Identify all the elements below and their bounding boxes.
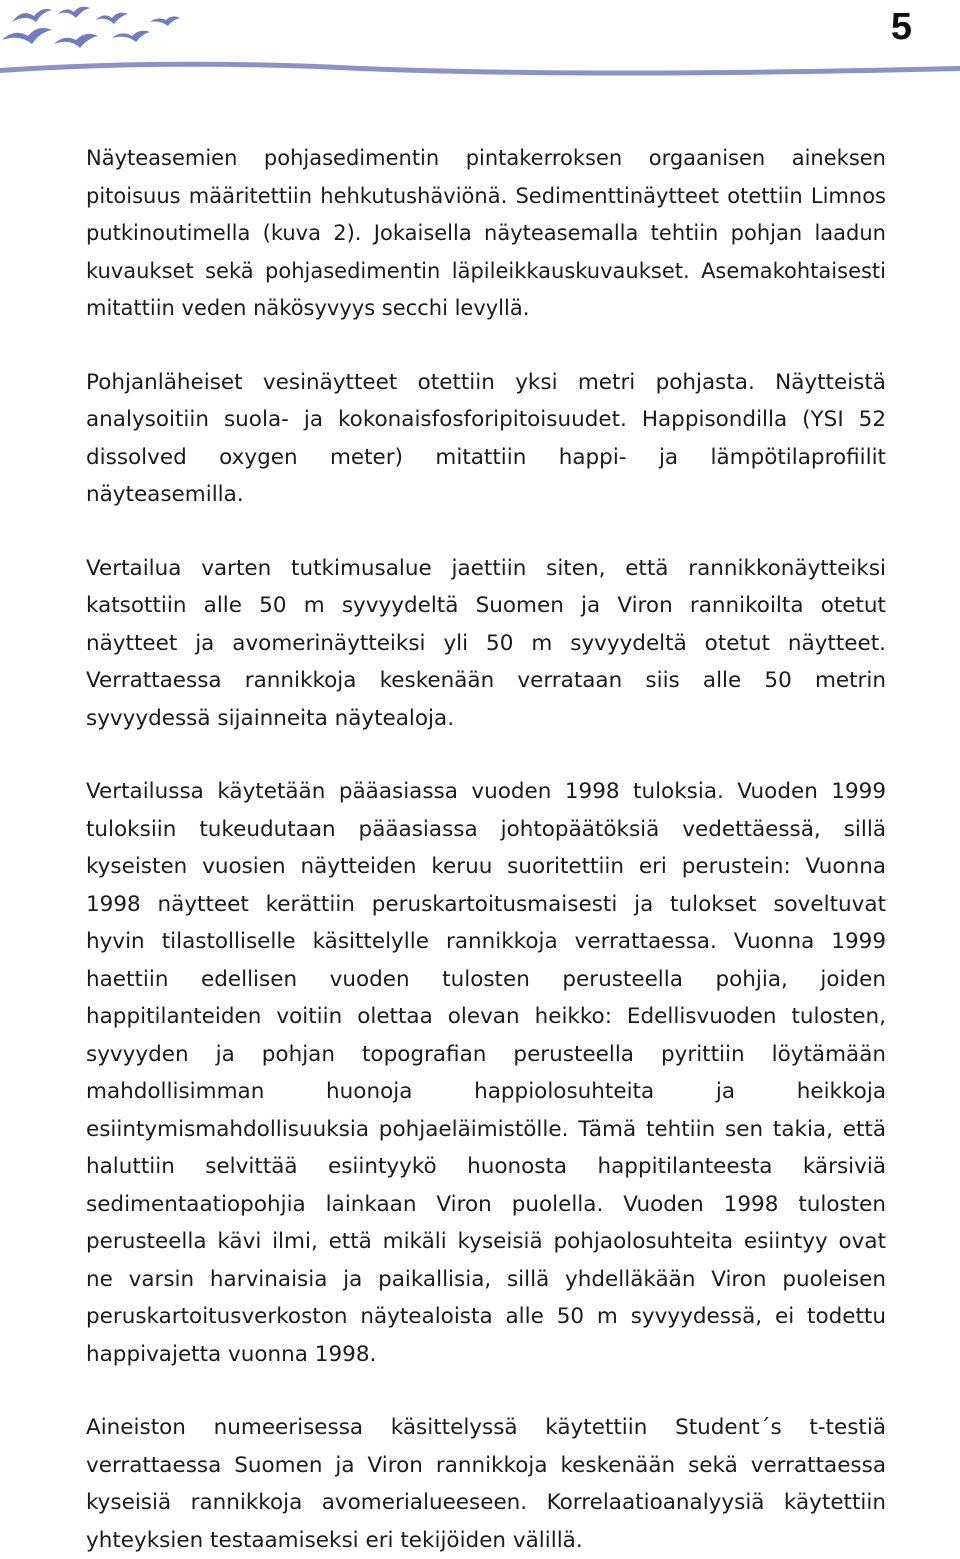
paragraph-water-samples: Pohjanläheiset vesinäytteet otettiin yksi metri pohjasta. Näytteistä analysoitiin suola- ja kokonaisfosforipitoisuudet. Happisondilla (YSI 52 dissolved oxygen meter) mitattiin happi- ja lämpötilaprofiilit näyteasemilla. [86,369,886,507]
paragraph-sampling: Näyteasemien pohjasedimentin pintakerroksen orgaanisen aineksen pitoisuus määritettiin hehkutushäviönä. Sedimenttinäytteet otettiin Limnos putkinoutimella (kuva 2). Jokaisella näyteasemalla tehtiin pohjan laadun kuvaukset sekä pohjasedimentin läpileikkauskuvaukset. Asemakohtaisesti mitattiin veden näkösyvyys secchi levyllä. [86,146,886,320]
paragraph-comparison: Vertailua varten tutkimusalue jaettiin siten, että rannikkonäytteiksi katsottiin alle 50 m syvyydeltä Suomen ja Viron rannikoilta otetut näytteet ja avomerinäytteiksi yli 50 m syvyydeltä otetut näytteet. Verrattaessa rannikkoja keskenään verrataan siis alle 50 metrin syvyydessä sijainneita näytealoja. [86,555,886,731]
paragraph-results: Vertailussa käytetään pääasiassa vuoden 1998 tuloksia. Vuoden 1999 tuloksiin tukeudutaan pääasiassa johtopäätöksiä vedettäessä, sillä kyseisten vuosien näytteiden keruu suoritettiin eri perustein: Vuonna 1998 näytteet kerättiin peruskartoitusmaisesti ja tulokset soveltuvat hyvin tilastolliselle käsittelylle rannikkoja verrattaessa. Vuonna 1999 haettiin edellisen vuoden tulosten perusteella pohjia, joiden happitilanteiden voitiin olettaa olevan heikko: Edellisvuoden tulosten, syvyyden ja pohjan topografian perusteella pyrittiin löytämään mahdollisimman huonoja happiolosuhteita ja heikkoja esiintymismahdollisuuksia pohjaeläimistölle. Tämä tehtiin sen takia, että haluttiin selvittää esiintyykö huonosta happitilanteesta kärsiviä sedimentaatiopohjia lainkaan Viron puolella. Vuoden 1998 tulosten perusteella kävi ilmi, että mikäli kyseisiä pohjaolosuhteita esiintyy ovat ne varsin harvinaisia ja paikallisia, sillä yhdelläkään Viron puoleisen peruskartoitusverkoston näytealoista alle 50 m syvyydessä, ei todettu happivajetta vuonna 1998. [86,779,886,1367]
body-text [86,140,886,1559]
paragraph-statistics: Aineiston numeerisessa käsittelyssä käytettiin Student´s t-testiä verrattaessa Suomen ja Viron rannikkoja keskenään sekä verrattaessa kyseisiä rannikkoja avomerialueeseen. Korrelaatioanalyysiä käytettiin yhteyksien testaamiseksi eri tekijöiden välillä. [86,1415,886,1553]
header-wave-rule [0,58,960,80]
page-number: 5 [890,6,912,48]
